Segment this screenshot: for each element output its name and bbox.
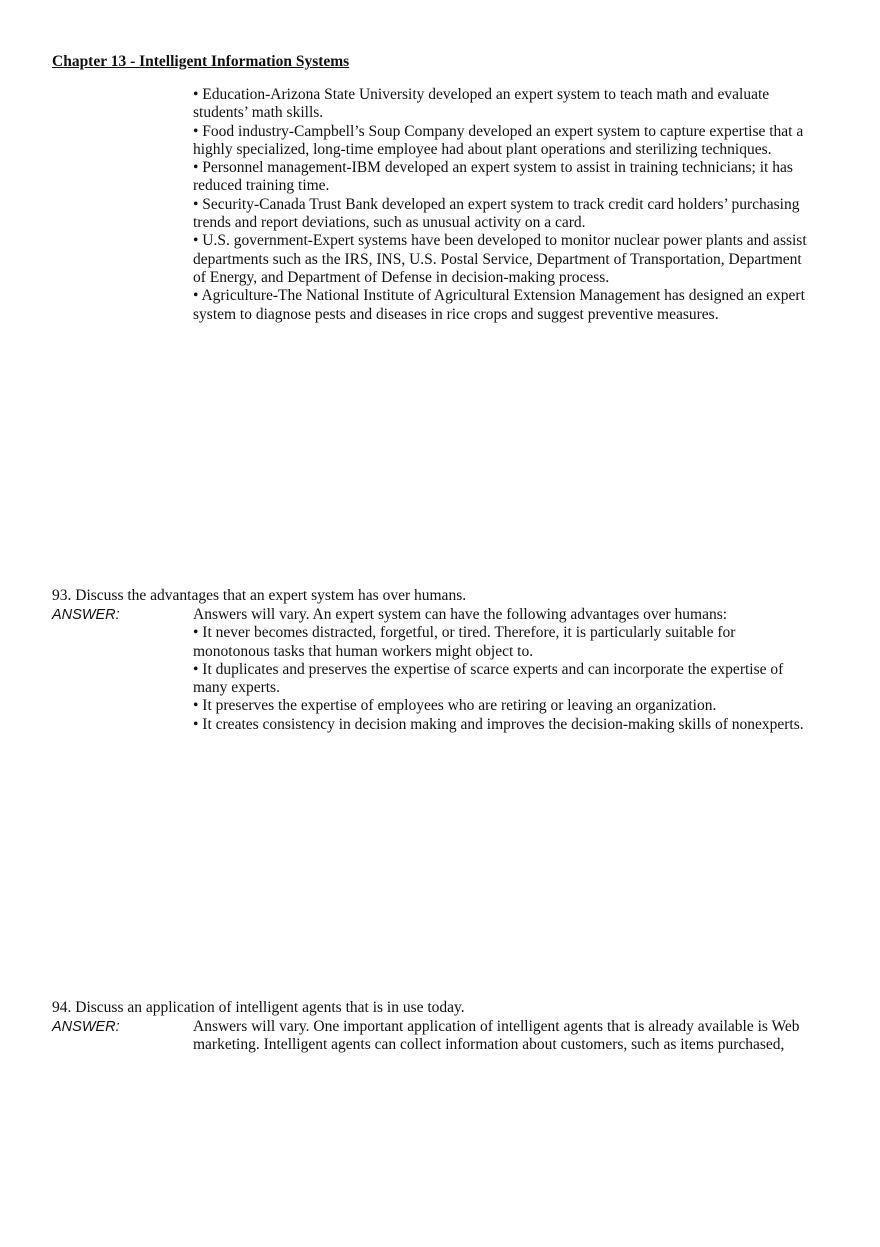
- text-line: Answers will vary. One important application of intelligent agents that is already available is Web: [193, 1018, 800, 1035]
- text-line: • Security-Canada Trust Bank developed an expert system to track credit card holders’ purchasing: [193, 195, 800, 213]
- answer-label: ANSWER:: [52, 607, 120, 623]
- text-line: • It never becomes distracted, forgetful, or tired. Therefore, it is particularly suitable for: [193, 624, 736, 642]
- text-line: • Agriculture-The National Institute of Agricultural Extension Management has designed an expert: [193, 287, 805, 305]
- text-line: departments such as the IRS, INS, U.S. Postal Service, Department of Transportation, Department: [193, 250, 802, 268]
- answer-label: ANSWER:: [52, 1019, 120, 1035]
- text-line: reduced training time.: [193, 177, 330, 195]
- text-line: marketing. Intelligent agents can collect information about customers, such as items purchased,: [193, 1036, 785, 1054]
- text-line: students’ math skills.: [193, 104, 324, 122]
- text-line: • U.S. government-Expert systems have been developed to monitor nuclear power plants and assist: [193, 232, 807, 250]
- text-line: • It creates consistency in decision making and improves the decision-making skills of nonexperts.: [193, 715, 804, 733]
- text-line: of Energy, and Department of Defense in decision-making process.: [193, 268, 610, 286]
- question-93: 93. Discuss the advantages that an expert system has over humans.: [52, 587, 467, 604]
- answer-93: [193, 606, 804, 734]
- text-line: highly specialized, long-time employee had about plant operations and sterilizing techniques.: [193, 140, 772, 158]
- text-line: • Food industry-Campbell’s Soup Company developed an expert system to capture expertise that a: [193, 122, 804, 140]
- chapter-title: Chapter 13 - Intelligent Information Systems: [52, 53, 350, 70]
- text-line: trends and report deviations, such as unusual activity on a card.: [193, 214, 586, 232]
- text-line: many experts.: [193, 679, 280, 697]
- text-line: monotonous tasks that human workers might object to.: [193, 642, 534, 660]
- text-line: • Education-Arizona State University developed an expert system to teach math and evaluate: [193, 86, 770, 103]
- text-line: • Personnel management-IBM developed an expert system to assist in training technicians; it has: [193, 159, 793, 177]
- question-94: 94. Discuss an application of intelligent agents that is in use today.: [52, 999, 465, 1016]
- text-line: system to diagnose pests and diseases in rice crops and suggest preventive measures.: [193, 305, 719, 323]
- answer-94: [193, 1018, 800, 1055]
- text-line: • It duplicates and preserves the expertise of scarce experts and can incorporate the expertise of: [193, 660, 784, 678]
- text-line: • It preserves the expertise of employees who are retiring or leaving an organization.: [193, 697, 717, 715]
- text-line: Answers will vary. An expert system can have the following advantages over humans:: [193, 606, 728, 623]
- continued-answer: [193, 86, 807, 324]
